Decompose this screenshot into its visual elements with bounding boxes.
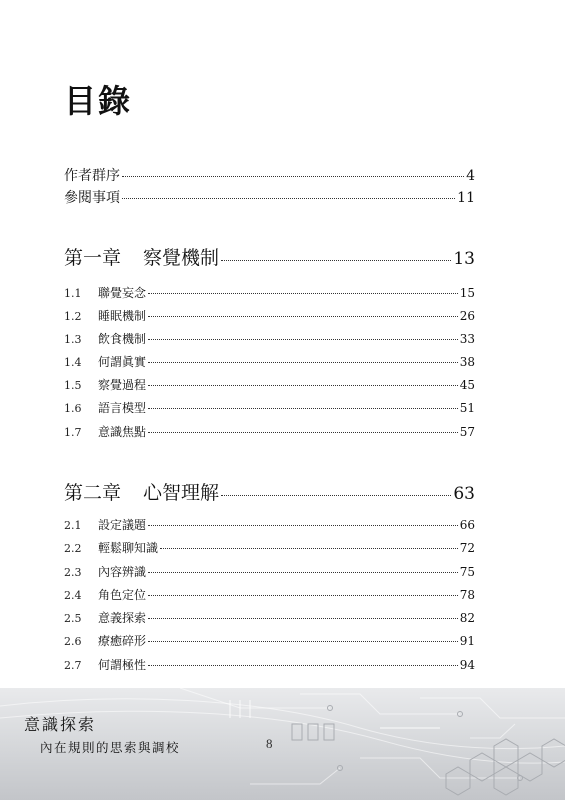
toc-section-1-6[interactable]	[64, 399, 475, 416]
chapter-number: 第二章	[64, 482, 122, 504]
section-title: 語言模型	[98, 401, 147, 415]
section-number: 2.2	[64, 542, 82, 555]
section-page: 33	[459, 332, 475, 346]
dot-leader	[122, 198, 455, 199]
section-title: 內容辨識	[98, 565, 147, 579]
dot-leader	[148, 293, 458, 294]
page-title: 目錄	[64, 82, 133, 120]
toc-section-2-2[interactable]	[64, 539, 475, 556]
section-title: 睡眠機制	[98, 309, 147, 323]
dot-leader	[148, 339, 458, 340]
dot-leader	[148, 572, 458, 573]
section-number: 2.6	[64, 635, 82, 648]
dot-leader	[160, 548, 458, 549]
toc-section-1-7[interactable]	[64, 423, 475, 440]
section-page: 26	[459, 309, 475, 323]
section-number: 1.5	[64, 379, 82, 392]
section-title: 飲食機制	[98, 332, 147, 346]
section-page: 45	[459, 378, 475, 392]
toc-entry-author-preface[interactable]	[64, 165, 475, 185]
section-title: 何謂極性	[98, 658, 147, 672]
chapter-page: 13	[453, 249, 475, 269]
section-page: 94	[459, 658, 475, 672]
section-page: 38	[459, 355, 475, 369]
section-number: 1.2	[64, 310, 82, 323]
chapter-number: 第一章	[64, 247, 122, 269]
section-page: 15	[459, 286, 475, 300]
dot-leader	[122, 176, 464, 177]
section-number: 1.4	[64, 356, 82, 369]
chapter-title: 察覺機制	[143, 247, 220, 269]
toc-section-2-3[interactable]	[64, 563, 475, 580]
toc-entry-reference-notes[interactable]	[64, 187, 475, 207]
section-page: 75	[459, 565, 475, 579]
section-page: 51	[459, 401, 475, 415]
dot-leader	[148, 595, 458, 596]
toc-section-1-1[interactable]	[64, 284, 475, 301]
section-number: 2.3	[64, 566, 82, 579]
section-number: 1.3	[64, 333, 82, 346]
dot-leader	[221, 495, 451, 496]
chapter-title: 心智理解	[143, 482, 220, 504]
toc-chapter-1[interactable]	[64, 243, 475, 270]
section-title: 聯覺妄念	[98, 286, 147, 300]
section-page: 66	[459, 518, 475, 532]
section-page: 78	[459, 588, 475, 602]
section-number: 1.1	[64, 287, 82, 300]
toc-section-2-5[interactable]	[64, 609, 475, 626]
toc-section-1-5[interactable]	[64, 376, 475, 393]
dot-leader	[221, 260, 451, 261]
toc-chapter-2[interactable]	[64, 478, 475, 505]
section-number: 1.7	[64, 426, 82, 439]
dot-leader	[148, 408, 458, 409]
toc-section-1-4[interactable]	[64, 353, 475, 370]
section-number: 2.5	[64, 612, 82, 625]
page-number: 8	[266, 736, 273, 751]
section-title: 角色定位	[98, 588, 147, 602]
section-number: 1.6	[64, 402, 82, 415]
dot-leader	[148, 385, 458, 386]
toc-section-2-1[interactable]	[64, 516, 475, 533]
dot-leader	[148, 665, 458, 666]
section-title: 意義探索	[98, 611, 147, 625]
book-subtitle: 內在規則的思索與調校	[40, 740, 181, 755]
dot-leader	[148, 641, 458, 642]
toc-section-2-7[interactable]	[64, 656, 475, 673]
toc-entry-label: 參閱事項	[64, 190, 120, 206]
section-page: 82	[459, 611, 475, 625]
dot-leader	[148, 362, 458, 363]
toc-entry-page: 11	[457, 190, 475, 206]
chapter-page: 63	[453, 484, 475, 504]
section-number: 2.4	[64, 589, 82, 602]
dot-leader	[148, 525, 458, 526]
toc-section-1-2[interactable]	[64, 307, 475, 324]
page-footer	[0, 688, 565, 800]
toc-section-2-4[interactable]	[64, 586, 475, 603]
toc-section-2-6[interactable]	[64, 632, 475, 649]
toc-entry-page: 4	[466, 168, 475, 184]
section-page: 57	[459, 425, 475, 439]
section-page: 91	[459, 634, 475, 648]
toc-entry-label: 作者群序	[64, 168, 120, 184]
section-title: 療癒碎形	[98, 634, 147, 648]
dot-leader	[148, 432, 458, 433]
toc-section-1-3[interactable]	[64, 330, 475, 347]
dot-leader	[148, 316, 458, 317]
section-title: 察覺過程	[98, 378, 147, 392]
section-number: 2.7	[64, 659, 82, 672]
section-title: 設定議題	[98, 518, 147, 532]
section-title: 意識焦點	[98, 425, 147, 439]
section-title: 輕鬆聊知識	[98, 541, 159, 555]
book-title: 意識探索	[24, 715, 97, 734]
section-number: 2.1	[64, 519, 82, 532]
section-page: 72	[459, 541, 475, 555]
section-title: 何謂眞實	[98, 355, 147, 369]
dot-leader	[148, 618, 458, 619]
